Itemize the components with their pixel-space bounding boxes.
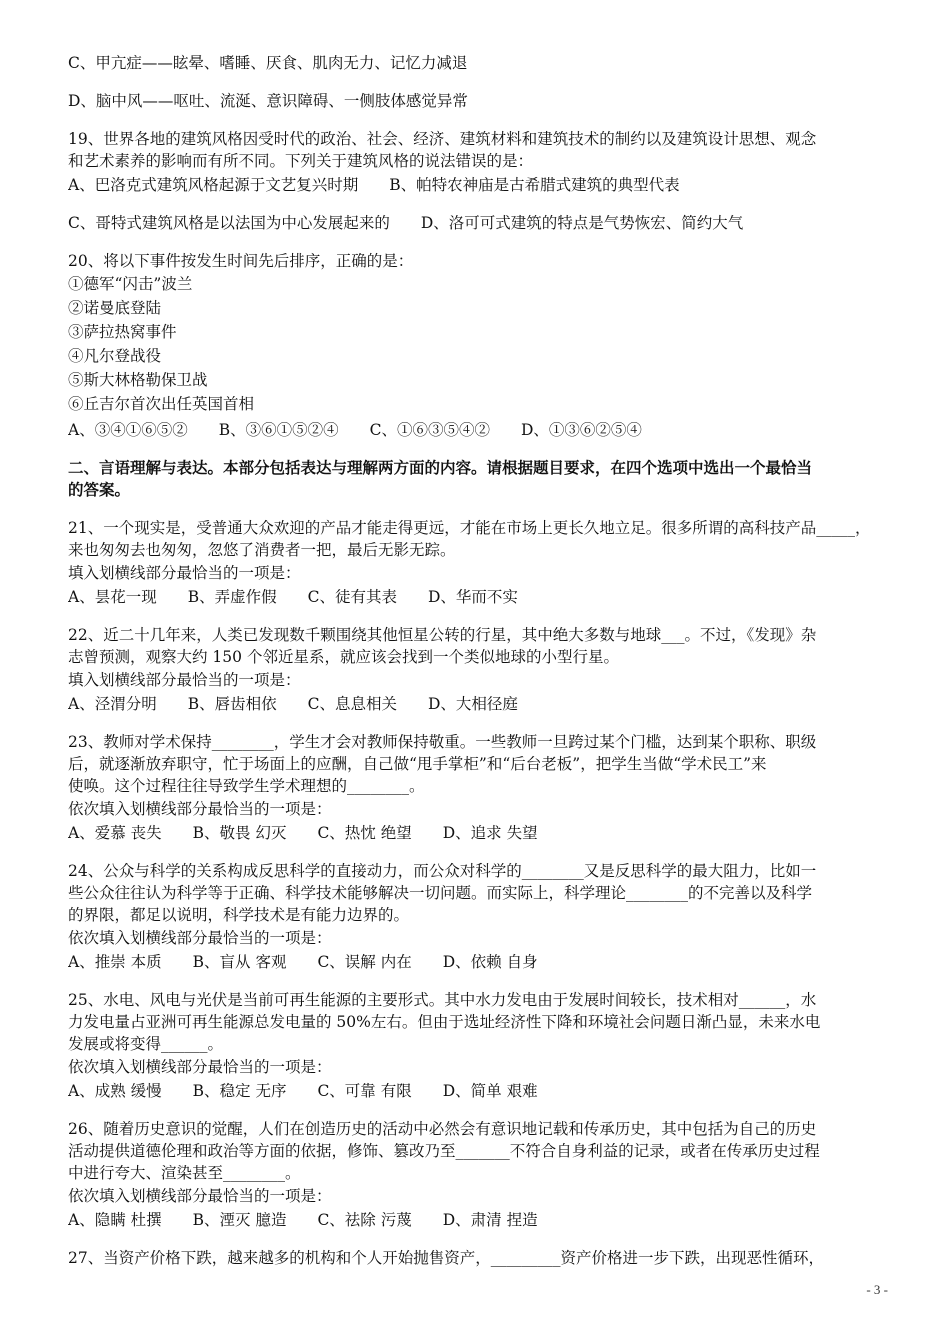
- question-25-stem: 25、水电、风电与光伏是当前可再生能源的主要形式。其中水力发电由于发展时间较长，技术相对______，水: [68, 991, 817, 1009]
- question-25-prompt: 依次填入划横线部分最恰当的一项是：: [68, 1058, 332, 1076]
- question-23-stem: 23、教师对学术保持________，学生才会对教师保持敬重。一些教师一旦跨过某个门槛，达到某个职称、职级: [68, 733, 817, 751]
- question-22-stem: 志曾预测，观察大约 150 个邻近星系，就应该会找到一个类似地球的小型行星。: [68, 648, 619, 666]
- question-22-stem: 22、近二十几年来，人类已发现数千颗围绕其他恒星公转的行星，其中绝大多数与地球___。不过，《发现》杂: [68, 626, 817, 644]
- question-26-prompt: 依次填入划横线部分最恰当的一项是：: [68, 1187, 332, 1205]
- question-25-stem: 发展或将变得______。: [68, 1035, 224, 1053]
- question-20-item: ⑥丘吉尔首次出任英国首相: [68, 395, 255, 413]
- question-21-stem: 来也匆匆去也匆匆，忽悠了消费者一把，最后无影无踪。: [68, 541, 456, 559]
- question-25-options: A、成熟 缓慢 B、稳定 无序 C、可靠 有限 D、简单 艰难: [68, 1082, 538, 1100]
- question-19-stem: 和艺术素养的影响而有所不同。下列关于建筑风格的说法错误的是：: [68, 152, 534, 170]
- question-21-prompt: 填入划横线部分最恰当的一项是：: [68, 564, 301, 582]
- question-19-stem: 19、世界各地的建筑风格因受时代的政治、社会、经济、建筑材料和建筑技术的制约以及建筑设计思想、观念: [68, 130, 817, 148]
- question-19-options: C、哥特式建筑风格是以法国为中心发展起来的 D、洛可可式建筑的特点是气势恢宏、简约大气: [68, 214, 744, 232]
- option-d-text: D、脑中风——呕吐、流涎、意识障碍、一侧肢体感觉异常: [68, 92, 468, 110]
- question-21-options: A、昙花一现 B、弄虚作假 C、徒有其表 D、华而不实: [68, 588, 518, 606]
- question-23-prompt: 依次填入划横线部分最恰当的一项是：: [68, 800, 332, 818]
- question-23-options: A、爱慕 丧失 B、敬畏 幻灭 C、热忱 绝望 D、追求 失望: [68, 824, 538, 842]
- section-heading: 的答案。: [68, 480, 131, 499]
- question-24-stem: 的界限，都足以说明，科学技术是有能力边界的。: [68, 906, 410, 924]
- question-19-options: A、巴洛克式建筑风格起源于文艺复兴时期 B、帕特农神庙是古希腊式建筑的典型代表: [68, 176, 680, 194]
- question-26-stem: 活动提供道德伦理和政治等方面的依据，修饰、篡改乃至_______不符合自身利益的记录，或者在传承历史过程: [68, 1142, 820, 1160]
- question-20-item: ③萨拉热窝事件: [68, 323, 177, 341]
- question-27-stem: 27、当资产价格下跌，越来越多的机构和个人开始抛售资产，_________资产价格进一步下跌，出现恶性循环，: [68, 1249, 824, 1267]
- question-24-stem: 些公众往往认为科学等于正确、科学技术能够解决一切问题。而实际上，科学理论________的不完善以及科学: [68, 884, 813, 902]
- section-heading: 二、言语理解与表达。本部分包括表达与理解两方面的内容。请根据题目要求，在四个选项中选出一个最恰当: [68, 458, 813, 477]
- question-26-stem: 26、随着历史意识的觉醒，人们在创造历史的活动中必然会有意识地记载和传承历史，其中包括为自己的历史: [68, 1120, 817, 1138]
- question-20-item: ④凡尔登战役: [68, 347, 162, 365]
- page-number: - 3 -: [866, 1282, 888, 1297]
- question-26-stem: 中进行夸大、渲染甚至________。: [68, 1164, 301, 1182]
- question-20-item: ①德军“闪击”波兰: [68, 275, 193, 293]
- question-22-prompt: 填入划横线部分最恰当的一项是：: [68, 671, 301, 689]
- question-20-item: ⑤斯大林格勒保卫战: [68, 371, 208, 389]
- question-20-item: ②诺曼底登陆: [68, 299, 162, 317]
- question-24-options: A、推崇 本质 B、盲从 客观 C、误解 内在 D、依赖 自身: [68, 953, 538, 971]
- question-22-options: A、泾渭分明 B、唇齿相依 C、息息相关 D、大相径庭: [68, 695, 518, 713]
- question-20-options: A、③④①⑥⑤② B、③⑥①⑤②④ C、①⑥③⑤④② D、①③⑥②⑤④: [68, 421, 642, 439]
- question-25-stem: 力发电量占亚洲可再生能源总发电量的 50%左右。但由于选址经济性下降和环境社会问题日渐凸显，未来水电: [68, 1013, 821, 1031]
- question-23-stem: 使唤。这个过程往往导致学生学术理想的________。: [68, 777, 425, 795]
- question-23-stem: 后，就逐渐放弃职守，忙于场面上的应酬，自己做“甩手掌柜”和“后台老板”，把学生当做“学术民工”来: [68, 755, 767, 773]
- question-21-stem: 21、一个现实是，受普通大众欢迎的产品才能走得更远，才能在市场上更长久地立足。很多所谓的高科技产品_____，: [68, 519, 871, 537]
- question-24-prompt: 依次填入划横线部分最恰当的一项是：: [68, 929, 332, 947]
- question-20-stem: 20、将以下事件按发生时间先后排序，正确的是：: [68, 252, 414, 270]
- question-24-stem: 24、公众与科学的关系构成反思科学的直接动力，而公众对科学的________又是反思科学的最大阻力，比如一: [68, 862, 817, 880]
- question-26-options: A、隐瞒 杜撰 B、湮灭 臆造 C、祛除 污蔑 D、肃清 捏造: [68, 1211, 538, 1229]
- option-c-text: C、甲亢症——眩晕、嗜睡、厌食、肌肉无力、记忆力减退: [68, 54, 468, 72]
